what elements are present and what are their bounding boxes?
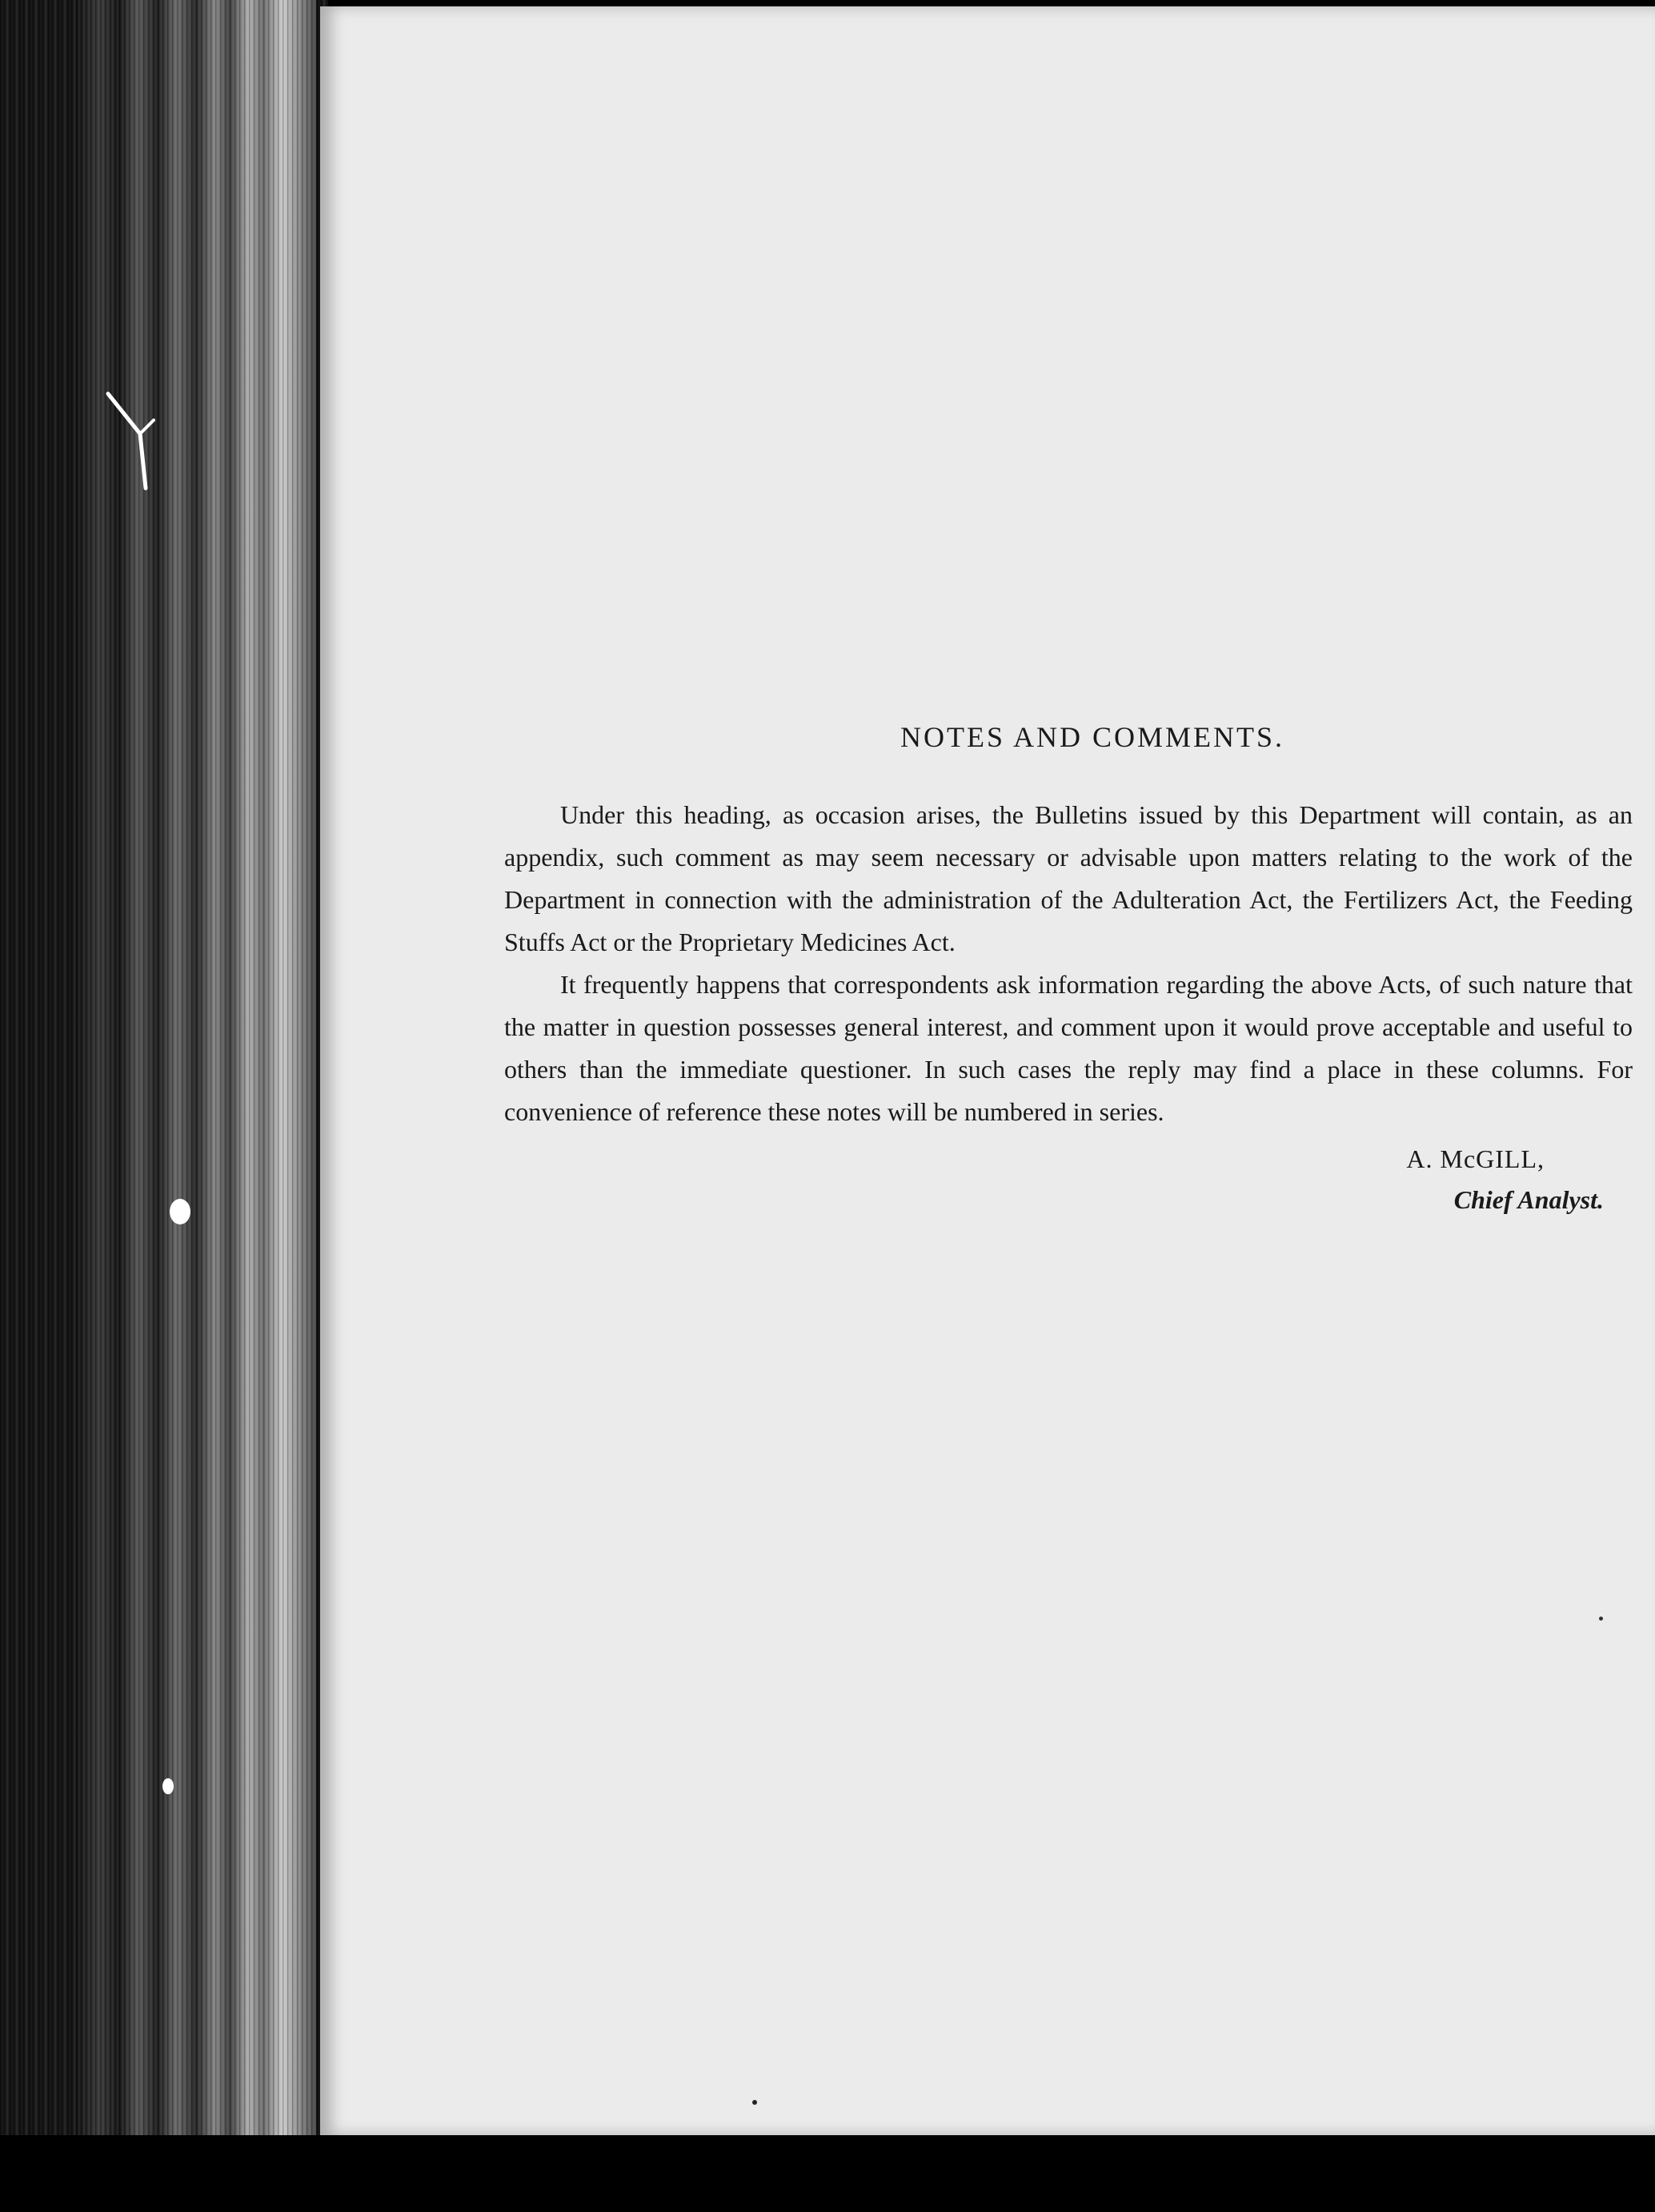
page-speck [752, 2100, 757, 2105]
scan-bottom-border [0, 2135, 1655, 2212]
page-edge-texture [76, 0, 316, 2161]
paragraph: Under this heading, as occasion arises, the Bulletins issued by this Department will contain, as an appendix, such comment as may seem necessary or advisable upon matters relating to the work of the Department in connection with the administration of the Adulteration Act, the Fertilizers Act, the Feeding Stuffs Act or the Proprietary Medicines Act. [504, 800, 1633, 956]
signature-name: A. McGILL, [1406, 1144, 1545, 1173]
scan-speck [170, 1199, 190, 1224]
scan-speck [162, 1778, 174, 1794]
document-body [504, 720, 1633, 1215]
scratch-mark [96, 384, 168, 496]
page-speck [1599, 1617, 1603, 1621]
signature-title: Chief Analyst. [1453, 1185, 1604, 1214]
page-title: NOTES AND COMMENTS. [900, 721, 1285, 753]
paragraph: It frequently happens that correspondents ask information regarding the above Acts, of such nature that the matter in question possesses general interest, and comment upon it would prove acceptable and useful to others than the immediate questioner. In such cases the reply may find a place in these columns. For convenience of reference these notes will be numbered in series. [504, 970, 1633, 1126]
